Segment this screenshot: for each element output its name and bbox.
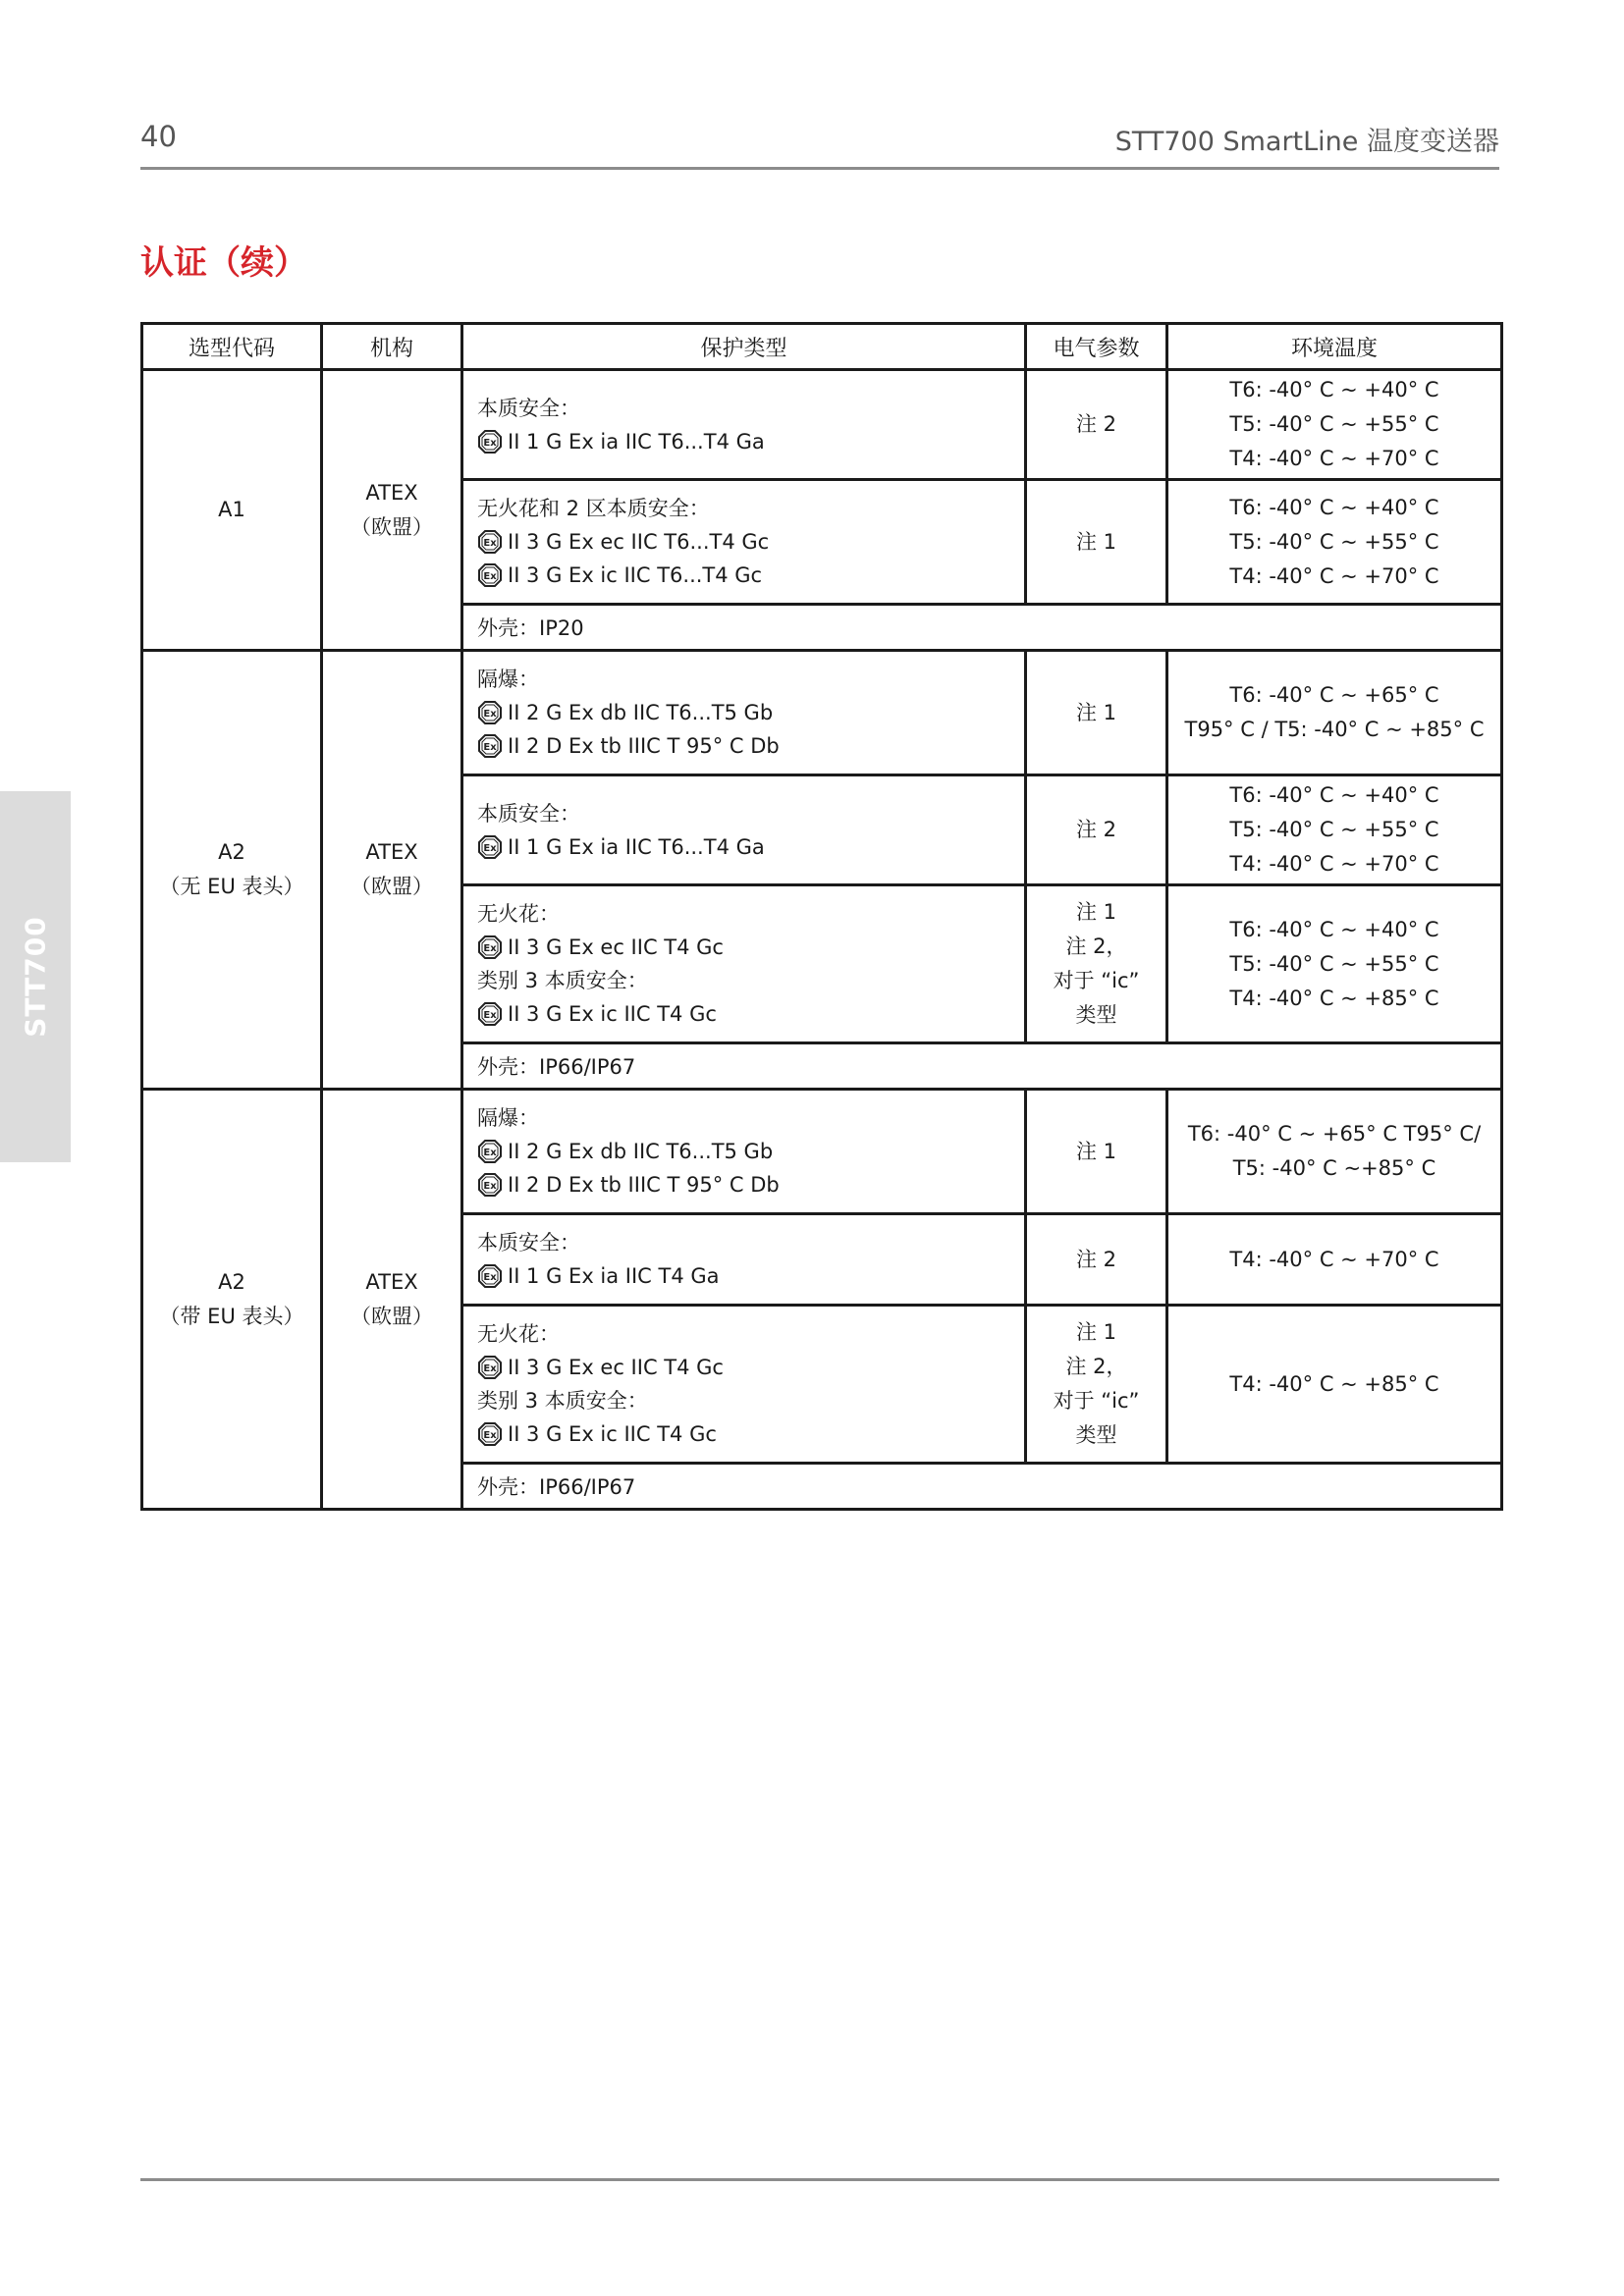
ambient-temperature-cell	[1167, 480, 1502, 605]
page-number: 40	[140, 120, 177, 153]
ex-mark-icon	[477, 1355, 503, 1380]
protection-line	[477, 1417, 1010, 1451]
temperature-range-text: T5: -40° C ~ +55° C	[1229, 412, 1439, 436]
model-code-text: A1	[218, 498, 245, 521]
protection-line-text: II 3 G Ex ec IIC T4 Gc	[508, 1356, 724, 1379]
protection-type-cell	[462, 1090, 1026, 1214]
electrical-parameter-text: 类型	[1075, 1003, 1117, 1027]
enclosure-cell: 外壳：IP66/IP67	[462, 1043, 1502, 1090]
protection-title: 本质安全：	[477, 801, 580, 826]
protection-line-text: II 1 G Ex ia IIC T6...T4 Ga	[508, 429, 765, 454]
svg-text:Ex: Ex	[483, 1272, 497, 1283]
protection-line-text: II 3 G Ex ic IIC T4 Gc	[508, 1002, 717, 1026]
agency-text: （欧盟）	[351, 875, 433, 898]
ex-mark-icon	[477, 1263, 503, 1289]
protection-line	[477, 931, 1010, 964]
table-body	[142, 370, 1502, 1510]
table-row	[142, 1090, 1502, 1214]
protection-type-cell	[462, 1306, 1026, 1464]
enclosure-cell: 外壳：IP20	[462, 605, 1502, 651]
ex-mark-icon	[477, 529, 503, 555]
protection-title: 本质安全：	[477, 1231, 580, 1255]
ambient-temperature-cell	[1167, 1306, 1502, 1464]
header-rule	[140, 167, 1499, 170]
temperature-range-text: T4: -40° C ~ +70° C	[1229, 1247, 1439, 1271]
ambient-temperature-cell	[1167, 1214, 1502, 1306]
temperature-range-text: T4: -40° C ~ +85° C	[1229, 1371, 1439, 1396]
svg-text:Ex: Ex	[483, 1010, 497, 1021]
ex-mark-icon	[477, 934, 503, 960]
protection-line	[477, 729, 1010, 763]
ex-mark-icon	[477, 834, 503, 860]
temperature-range-text: T5: -40° C ~ +55° C	[1229, 529, 1439, 554]
protection-line	[477, 997, 1010, 1031]
electrical-parameters-cell	[1026, 651, 1167, 775]
protection-title: 无火花：	[477, 1322, 560, 1346]
ambient-temperature-cell	[1167, 370, 1502, 480]
model-code-cell	[142, 370, 322, 651]
protection-line-text: II 2 D Ex tb IIIC T 95° C Db	[508, 734, 780, 758]
temperature-range-text: T6: -40° C ~ +40° C	[1229, 783, 1439, 807]
ambient-temperature-cell	[1167, 1090, 1502, 1214]
protection-line-text: 类别 3 本质安全：	[477, 1389, 648, 1413]
electrical-parameters-cell	[1026, 885, 1167, 1043]
electrical-parameters-cell	[1026, 1214, 1167, 1306]
ex-mark-icon	[477, 700, 503, 725]
electrical-parameter-text: 注 2，	[1065, 934, 1127, 958]
electrical-parameter-text: 注 1	[1075, 700, 1117, 724]
document-title: STT700 SmartLine 温度变送器	[1114, 127, 1499, 157]
agency-text: （欧盟）	[351, 1304, 433, 1328]
svg-text:Ex: Ex	[483, 943, 497, 954]
table-row	[142, 370, 1502, 480]
electrical-parameter-text: 注 2	[1075, 818, 1117, 841]
protection-line	[477, 1351, 1010, 1384]
electrical-parameter-text: 对于 “ic”	[1053, 1389, 1140, 1413]
svg-text:Ex: Ex	[483, 1148, 497, 1158]
svg-text:Ex: Ex	[483, 1363, 497, 1374]
protection-type-cell	[462, 885, 1026, 1043]
table-row	[142, 651, 1502, 775]
model-code-text: A2	[218, 840, 245, 864]
temperature-range-text: T4: -40° C ~ +70° C	[1229, 447, 1439, 470]
model-code-text: A2	[218, 1269, 245, 1294]
model-code-cell	[142, 651, 322, 1090]
protection-line-text: 类别 3 本质安全：	[477, 969, 648, 992]
protection-title: 隔爆：	[477, 667, 539, 691]
electrical-parameter-text: 注 2	[1075, 1247, 1117, 1271]
electrical-parameters-cell	[1026, 370, 1167, 480]
ex-mark-icon	[477, 733, 503, 759]
svg-text:Ex: Ex	[483, 571, 497, 582]
protection-title: 本质安全：	[477, 396, 580, 420]
protection-line-text: II 2 G Ex db IIC T6...T5 Gb	[508, 1140, 774, 1163]
agency-text: ATEX	[365, 1269, 418, 1294]
protection-line	[477, 1384, 1010, 1417]
protection-type-cell	[462, 775, 1026, 885]
ex-mark-icon	[477, 1139, 503, 1164]
temperature-range-text: T6: -40° C ~ +40° C	[1229, 378, 1439, 401]
ex-mark-icon	[477, 429, 503, 454]
agency-cell	[322, 651, 462, 1090]
temperature-range-text: T4: -40° C ~ +70° C	[1229, 563, 1439, 588]
protection-line-text: II 3 G Ex ic IIC T6...T4 Gc	[508, 563, 763, 587]
temperature-range-text: T4: -40° C ~ +85° C	[1229, 986, 1439, 1010]
ambient-temperature-cell	[1167, 885, 1502, 1043]
protection-line-text: II 3 G Ex ec IIC T4 Gc	[508, 935, 724, 959]
protection-type-cell	[462, 370, 1026, 480]
agency-text: （欧盟）	[351, 514, 433, 539]
protection-line-text: II 1 G Ex ia IIC T4 Ga	[508, 1264, 720, 1288]
temperature-range-text: T6: -40° C ~ +40° C	[1229, 917, 1439, 941]
column-header-protection-type: 保护类型	[462, 324, 1026, 370]
svg-text:Ex: Ex	[483, 1181, 497, 1192]
table-header-row	[142, 324, 1502, 370]
svg-text:Ex: Ex	[483, 538, 497, 549]
protection-line-text: II 1 G Ex ia IIC T6...T4 Ga	[508, 834, 765, 859]
protection-line	[477, 1259, 1010, 1293]
column-header-ambient-temperature: 环境温度	[1167, 324, 1502, 370]
protection-line	[477, 696, 1010, 729]
protection-type-cell	[462, 1214, 1026, 1306]
model-code-cell	[142, 1090, 322, 1510]
temperature-range-text: T6: -40° C ~ +65° C	[1229, 683, 1439, 707]
svg-text:Ex: Ex	[483, 842, 497, 854]
ex-mark-icon	[477, 1172, 503, 1198]
temperature-range-text: T5: -40° C ~ +55° C	[1229, 951, 1439, 976]
electrical-parameters-cell	[1026, 1090, 1167, 1214]
temperature-range-text: T95° C / T5: -40° C ~ +85° C	[1184, 718, 1485, 741]
protection-title: 无火花和 2 区本质安全：	[477, 497, 710, 520]
electrical-parameter-text: 注 2	[1075, 412, 1117, 436]
ambient-temperature-cell	[1167, 651, 1502, 775]
electrical-parameter-text: 类型	[1075, 1423, 1117, 1447]
electrical-parameter-text: 注 1	[1075, 1139, 1117, 1163]
enclosure-cell: 外壳：IP66/IP67	[462, 1464, 1502, 1510]
footer-rule	[140, 2178, 1499, 2181]
agency-cell	[322, 1090, 462, 1510]
ex-mark-icon	[477, 1421, 503, 1447]
temperature-range-text: T6: -40° C ~ +40° C	[1229, 495, 1439, 519]
model-code-text: （无 EU 表头）	[159, 875, 304, 898]
certification-table	[140, 322, 1503, 1511]
section-title: 认证（续）	[140, 243, 307, 283]
temperature-range-text: T5: -40° C ~+85° C	[1232, 1156, 1436, 1180]
agency-text: ATEX	[365, 840, 418, 864]
protection-type-cell	[462, 651, 1026, 775]
protection-title: 隔爆：	[477, 1106, 539, 1130]
protection-line-text: II 3 G Ex ec IIC T6...T4 Gc	[508, 530, 770, 554]
model-code-text: （带 EU 表头）	[159, 1304, 304, 1328]
electrical-parameter-text: 对于 “ic”	[1053, 969, 1140, 992]
column-header-agency: 机构	[322, 324, 462, 370]
ambient-temperature-cell	[1167, 775, 1502, 885]
protection-line	[477, 964, 1010, 997]
agency-text: ATEX	[365, 480, 418, 505]
protection-title: 无火花：	[477, 902, 560, 926]
protection-line	[477, 425, 1010, 458]
ex-mark-icon	[477, 562, 503, 588]
protection-line-text: II 3 G Ex ic IIC T4 Gc	[508, 1422, 717, 1446]
electrical-parameters-cell	[1026, 1306, 1167, 1464]
protection-line	[477, 1168, 1010, 1201]
electrical-parameters-cell	[1026, 775, 1167, 885]
electrical-parameter-text: 注 1	[1075, 1320, 1117, 1344]
svg-text:Ex: Ex	[483, 1430, 497, 1441]
protection-type-cell	[462, 480, 1026, 605]
protection-line-text: II 2 G Ex db IIC T6...T5 Gb	[508, 701, 774, 724]
electrical-parameter-text: 注 1	[1075, 529, 1117, 554]
svg-text:Ex: Ex	[483, 437, 497, 449]
agency-cell	[322, 370, 462, 651]
protection-line	[477, 830, 1010, 864]
temperature-range-text: T5: -40° C ~ +55° C	[1229, 818, 1439, 841]
temperature-range-text: T4: -40° C ~ +70° C	[1229, 852, 1439, 876]
electrical-parameters-cell	[1026, 480, 1167, 605]
column-header-electrical-parameters: 电气参数	[1026, 324, 1167, 370]
temperature-range-text: T6: -40° C ~ +65° C T95° C/	[1187, 1122, 1482, 1146]
side-tab-label: STT700	[19, 916, 52, 1038]
protection-line	[477, 525, 1010, 559]
column-header-model-code: 选型代码	[142, 324, 322, 370]
electrical-parameter-text: 注 1	[1075, 900, 1117, 924]
protection-line	[477, 1135, 1010, 1168]
ex-mark-icon	[477, 1001, 503, 1027]
electrical-parameter-text: 注 2，	[1065, 1355, 1127, 1378]
svg-text:Ex: Ex	[483, 742, 497, 753]
protection-line	[477, 559, 1010, 592]
protection-line-text: II 2 D Ex tb IIIC T 95° C Db	[508, 1173, 780, 1197]
svg-text:Ex: Ex	[483, 709, 497, 720]
